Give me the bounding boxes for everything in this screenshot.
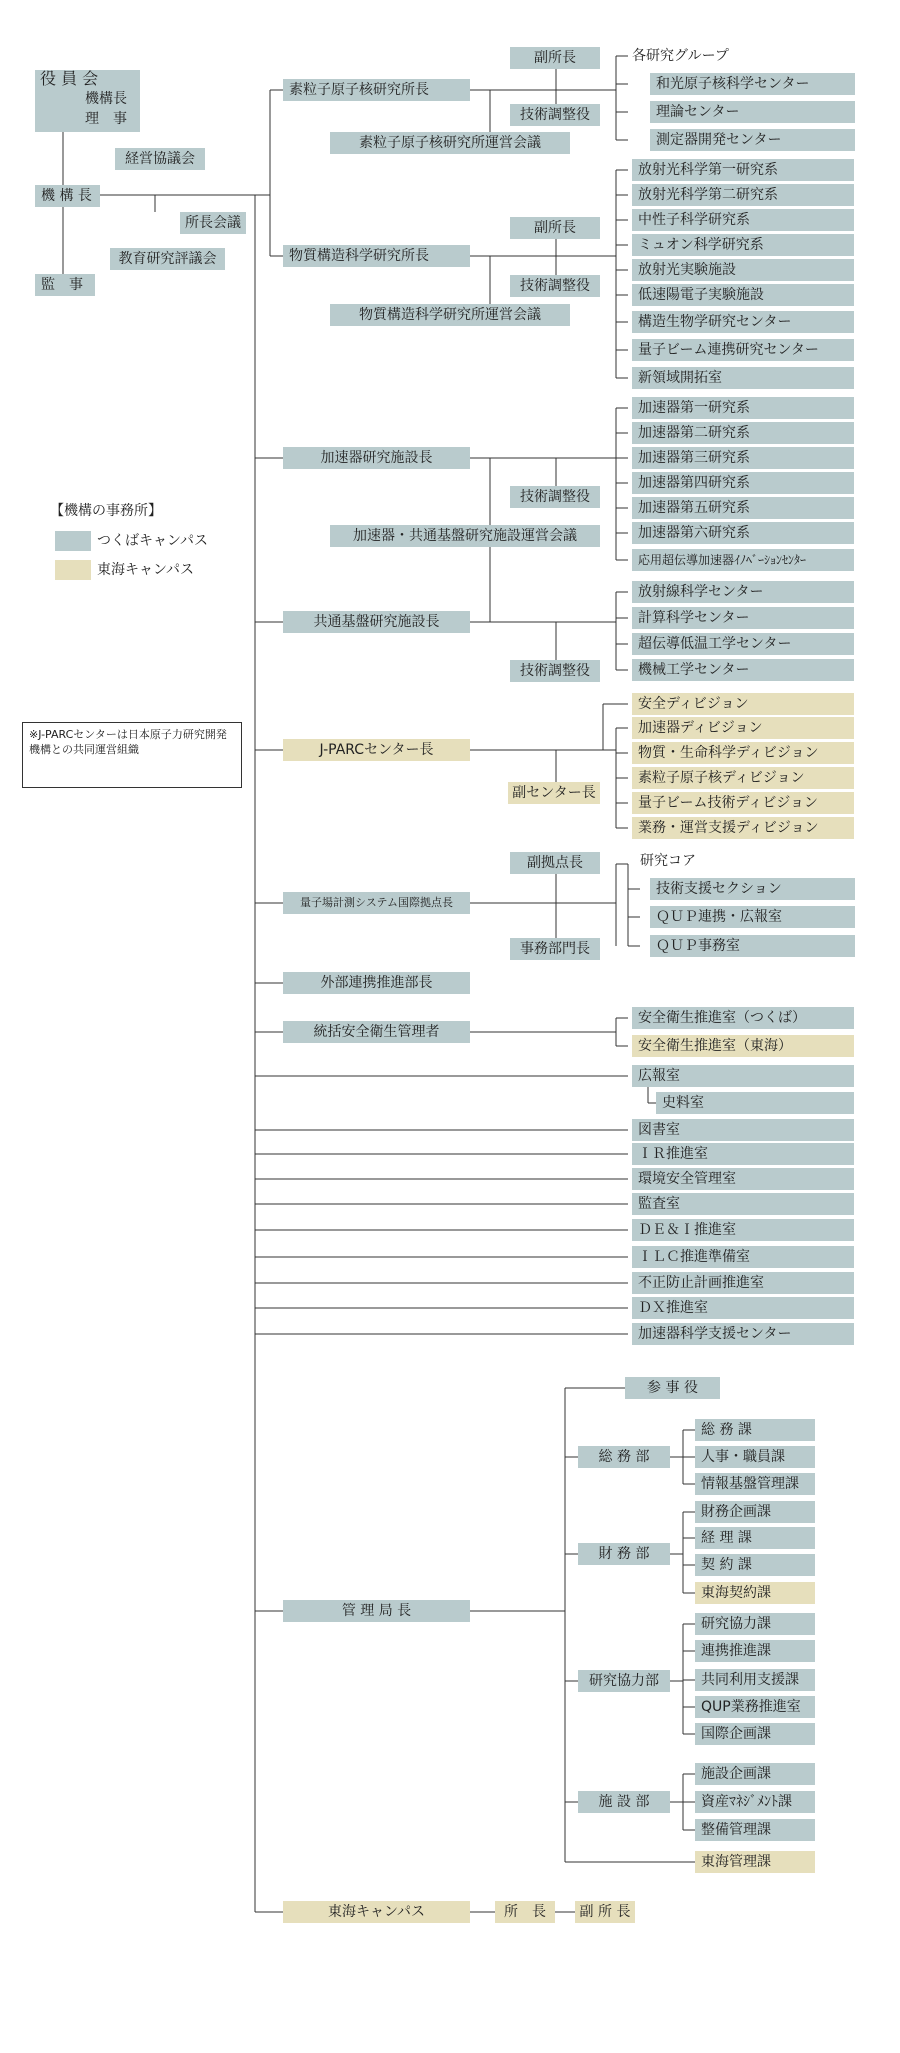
soumu-section-1: 人事・職員課 [695, 1446, 815, 1468]
kanji: 監 事 [35, 274, 95, 296]
imss-coord: 技術調整役 [510, 275, 600, 297]
office-7: ＤＸ推進室 [632, 1297, 854, 1319]
dept-soumu: 総 務 部 [578, 1446, 670, 1468]
imss-council: 物質構造科学研究所運営会議 [330, 304, 570, 326]
accel-council: 加速器・共通基盤研究施設運営会議 [330, 525, 600, 547]
accel-unit-0: 加速器第一研究系 [632, 397, 854, 419]
yakuinkai-label: 役 員 会 [40, 69, 99, 88]
safety-unit-tsukuba: 安全衛生推進室（つくば） [632, 1007, 854, 1029]
qup-deputy: 副拠点長 [510, 852, 600, 874]
yakuinkai-riji: 理 事 [85, 111, 127, 127]
tokai-head: 東海キャンパス [283, 1901, 470, 1923]
jparc-unit-2: 物質・生命科学ディビジョン [632, 742, 854, 764]
tokai-director: 所 長 [495, 1901, 555, 1923]
kenkyu-section-4: 国際企画課 [695, 1723, 815, 1745]
imss-unit-6: 構造生物学研究センター [632, 311, 854, 333]
qup-unit-1: ＱＵＰ連携・広報室 [650, 906, 855, 928]
kenkyu-section-1: 連携推進課 [695, 1640, 815, 1662]
common-coord: 技術調整役 [510, 660, 600, 682]
common-unit-0: 放射線科学センター [632, 581, 854, 603]
legend-tsukuba-swatch [55, 531, 91, 551]
qup-unit-2: ＱＵＰ事務室 [650, 935, 855, 957]
jparc-unit-3: 素粒子原子核ディビジョン [632, 767, 854, 789]
keiei-kyougikai: 経営協議会 [115, 148, 205, 170]
jparc-head: J-PARCセンター長 [283, 739, 470, 761]
jparc-deputy: 副センター長 [508, 782, 600, 804]
accel-unit-1: 加速器第二研究系 [632, 422, 854, 444]
ipns-groups-label: 各研究グループ [632, 48, 729, 64]
ipns-coord: 技術調整役 [510, 104, 600, 126]
admin-sanjiyaku: 参 事 役 [625, 1377, 720, 1399]
office-6: 不正防止計画推進室 [632, 1272, 854, 1294]
imss-head: 物質構造科学研究所長 [283, 245, 470, 267]
ipns-unit-1: 理論センター [650, 101, 855, 123]
accel-coord: 技術調整役 [510, 486, 600, 508]
dept-shisetsu: 施 設 部 [578, 1791, 670, 1813]
accel-unit-6: 応用超伝導加速器ｲﾉﾍﾞｰｼｮﾝｾﾝﾀｰ [632, 549, 854, 571]
ipns-unit-0: 和光原子核科学センター [650, 73, 855, 95]
qup-admin: 事務部門長 [510, 938, 600, 960]
shochou-kaigi: 所長会議 [180, 212, 246, 234]
accel-unit-5: 加速器第六研究系 [632, 522, 854, 544]
legend-tokai-label: 東海キャンパス [97, 562, 195, 578]
pr-office: 広報室 [632, 1065, 854, 1087]
accel-unit-2: 加速器第三研究系 [632, 447, 854, 469]
soumu-section-2: 情報基盤管理課 [695, 1473, 815, 1495]
office-8: 加速器科学支援センター [632, 1323, 854, 1345]
shisetsu-section-0: 施設企画課 [695, 1763, 815, 1785]
external-head: 外部連携推進部長 [283, 972, 470, 994]
imss-deputy: 副所長 [510, 217, 600, 239]
shisetsu-section-1: 資産ﾏﾈｼﾞﾒﾝﾄ課 [695, 1791, 815, 1813]
zaimu-section-3: 東海契約課 [695, 1582, 815, 1604]
legend-title: 【機構の事務所】 [50, 503, 162, 519]
jparc-note: ※J-PARCセンターは日本原子力研究開発機構との共同運営組織 [22, 722, 242, 788]
accel-unit-3: 加速器第四研究系 [632, 472, 854, 494]
legend-tsukuba-label: つくばキャンパス [97, 533, 209, 549]
zaimu-section-2: 契 約 課 [695, 1554, 815, 1576]
qup-head: 量子場計測システム国際拠点長 [283, 892, 470, 914]
imss-unit-0: 放射光科学第一研究系 [632, 159, 854, 181]
common-unit-2: 超伝導低温工学センター [632, 633, 854, 655]
tokai-deputy: 副 所 長 [575, 1901, 635, 1923]
common-unit-3: 機械工学センター [632, 659, 854, 681]
imss-unit-5: 低速陽電子実験施設 [632, 284, 854, 306]
accel-head: 加速器研究施設長 [283, 447, 470, 469]
kenkyu-section-3: QUP業務推進室 [695, 1696, 815, 1718]
imss-unit-2: 中性子科学研究系 [632, 209, 854, 231]
legend-tokai-swatch [55, 560, 91, 580]
common-unit-1: 計算科学センター [632, 607, 854, 629]
jparc-unit-4: 量子ビーム技術ディビジョン [632, 792, 854, 814]
archives-office: 史料室 [656, 1092, 854, 1114]
qup-unit-0: 技術支援セクション [650, 878, 855, 900]
ipns-council: 素粒子原子核研究所運営会議 [330, 132, 570, 154]
imss-unit-1: 放射光科学第二研究系 [632, 184, 854, 206]
dept-kenkyu: 研究協力部 [578, 1670, 670, 1692]
kenkyu-section-2: 共同利用支援課 [695, 1669, 815, 1691]
imss-unit-3: ミュオン科学研究系 [632, 234, 854, 256]
office-5: ＩＬＣ推進準備室 [632, 1246, 854, 1268]
jparc-unit-1: 加速器ディビジョン [632, 717, 854, 739]
office-2: 環境安全管理室 [632, 1168, 854, 1190]
safety-unit-tokai: 安全衛生推進室（東海） [632, 1035, 854, 1057]
imss-unit-4: 放射光実験施設 [632, 259, 854, 281]
accel-unit-4: 加速器第五研究系 [632, 497, 854, 519]
office-1: ＩＲ推進室 [632, 1143, 854, 1165]
jparc-unit-0: 安全ディビジョン [632, 693, 854, 715]
tokai-kanri: 東海管理課 [695, 1851, 815, 1873]
imss-unit-8: 新領域開拓室 [632, 367, 854, 389]
kikouchou: 機 構 長 [35, 185, 100, 207]
qup-core-label: 研究コア [640, 853, 696, 869]
admin-head: 管 理 局 長 [283, 1600, 470, 1622]
soumu-section-0: 総 務 課 [695, 1419, 815, 1441]
ipns-unit-2: 測定器開発センター [650, 129, 855, 151]
safety-head: 統括安全衛生管理者 [283, 1021, 470, 1043]
zaimu-section-0: 財務企画課 [695, 1501, 815, 1523]
shisetsu-section-2: 整備管理課 [695, 1819, 815, 1841]
jparc-unit-5: 業務・運営支援ディビジョン [632, 817, 854, 839]
office-3: 監査室 [632, 1193, 854, 1215]
ipns-head: 素粒子原子核研究所長 [283, 79, 470, 101]
imss-unit-7: 量子ビーム連携研究センター [632, 339, 854, 361]
ipns-deputy: 副所長 [510, 47, 600, 69]
yakuinkai-kikouchou: 機構長 [85, 91, 127, 107]
kyouiku-hyougikai: 教育研究評議会 [110, 248, 225, 270]
kenkyu-section-0: 研究協力課 [695, 1613, 815, 1635]
dept-zaimu: 財 務 部 [578, 1543, 670, 1565]
office-0: 図書室 [632, 1119, 854, 1141]
office-4: ＤＥ＆Ｉ推進室 [632, 1219, 854, 1241]
zaimu-section-1: 経 理 課 [695, 1527, 815, 1549]
common-head: 共通基盤研究施設長 [283, 611, 470, 633]
